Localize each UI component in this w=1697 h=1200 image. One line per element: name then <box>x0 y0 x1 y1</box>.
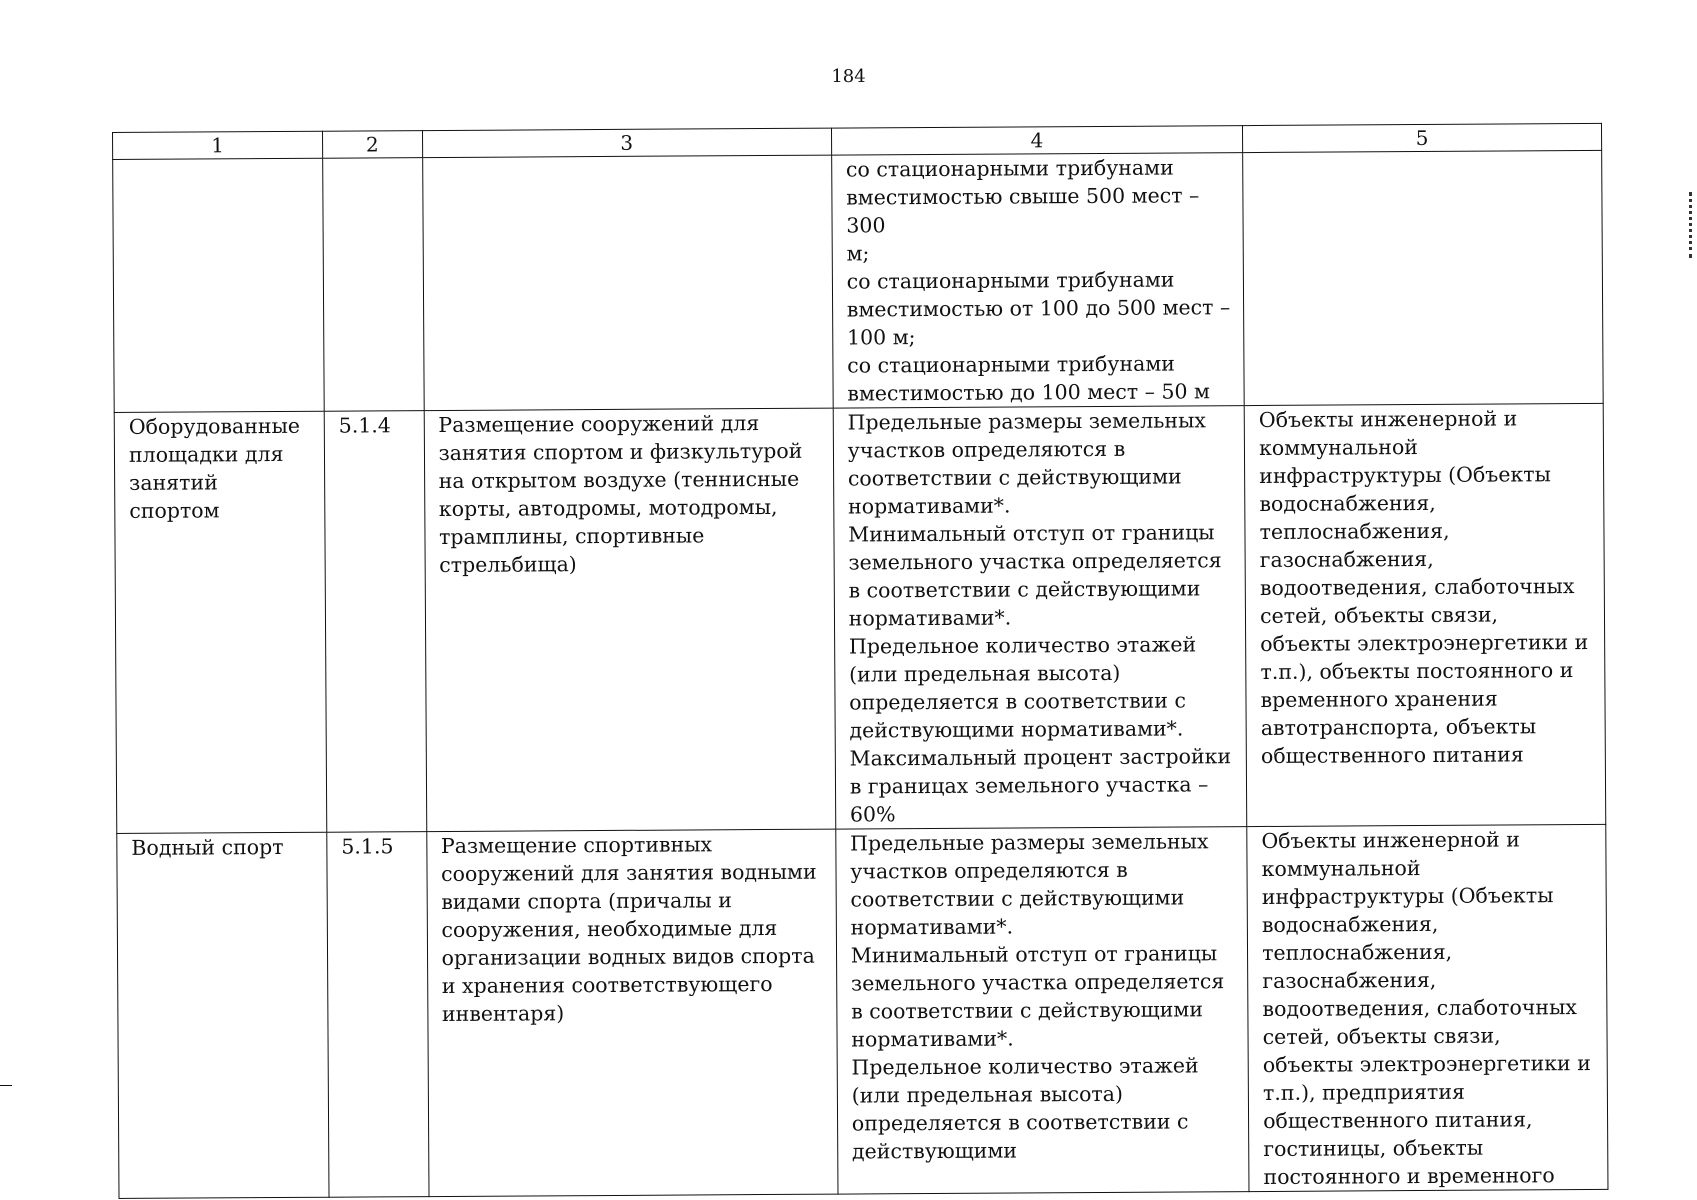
parameter-text: Предельные размеры земельных участков определяются в соответствии с действующими нормативами*. <box>847 408 1206 519</box>
parameter-text: Минимальный отступ от границы земельного участка определяется в соответствии с действующими нормативами*. <box>848 520 1222 631</box>
cell-use-name: Оборудованные площадки для занятий спортом <box>114 411 327 833</box>
cell-use-code: 5.1.5 <box>327 832 429 1198</box>
column-header-5: 5 <box>1243 123 1602 152</box>
table-row <box>117 824 1608 1198</box>
cell-use-name: Водный спорт <box>117 832 329 1198</box>
cell-empty <box>1243 150 1603 405</box>
cell-auxiliary-uses: Объекты инженерной и коммунальной инфраструктуры (Объекты водоснабжения, теплоснабжения, газоснабжения, водоотведения, слаботочных сетей, объекты связи, объекты электроэнергетики и т.п.), предприятия общественного питания, гостиницы, объекты постоянного и временного <box>1247 824 1608 1191</box>
margin-mark <box>0 1085 12 1086</box>
text-line: вместимостью от 100 до 500 мест – <box>846 295 1231 322</box>
text-line: м; <box>846 241 870 266</box>
text-line: со стационарными трибунами <box>845 155 1174 182</box>
cell-empty <box>323 158 424 412</box>
cell-parameters <box>836 827 1250 1195</box>
parameter-text: Предельные размеры земельных участков определяются в соответствии с действующими нормативами*. <box>850 829 1209 940</box>
column-header-4: 4 <box>831 126 1243 156</box>
cell-use-code: 5.1.4 <box>324 411 426 833</box>
cell-use-description: Размещение сооружений для занятия спортом и физкультурой на открытом воздухе (теннисные корты, автодромы, мотодромы, трамплины, спортивные стрельбища) <box>424 408 836 831</box>
table-row-continuation <box>113 150 1604 412</box>
cell-empty <box>422 155 833 410</box>
text-line: со стационарными трибунами <box>846 267 1175 294</box>
edge-mark <box>1689 192 1695 258</box>
column-header-1: 1 <box>113 131 323 159</box>
cell-continuation-parameters <box>831 153 1244 409</box>
parameter-text: Предельное количество этажей (или предельная высота) определяется в соответствии с действующими нормативами*. <box>848 632 1197 743</box>
cell-auxiliary-uses: Объекты инженерной и коммунальной инфраструктуры (Объекты водоснабжения, теплоснабжения, газоснабжения, водоотведения, слаботочных сетей, объекты связи, объекты электроэнергетики и т.п.), объекты постоянного и временного хранения автотранспорта, объекты общественного питания <box>1244 403 1605 826</box>
text-line: вместимостью свыше 500 мест – 300 <box>846 183 1200 238</box>
text-line: со стационарными трибунами <box>847 351 1175 378</box>
cell-parameters <box>833 406 1247 830</box>
column-header-3: 3 <box>422 128 831 157</box>
parameter-text: Предельное количество этажей (или предельная высота) определяется в соответствии с действующими <box>851 1053 1199 1164</box>
parameter-text: Минимальный отступ от границы земельного участка определяется в соответствии с действующими нормативами*. <box>850 941 1225 1052</box>
table-row <box>114 403 1606 833</box>
regulations-table <box>112 123 1608 1199</box>
parameter-text: Максимальный процент застройки в границах земельного участка – 60% <box>849 744 1232 827</box>
cell-use-description: Размещение спортивных сооружений для занятия водными видами спорта (причалы и сооружения, необходимые для организации водных видов спорта и хранения соответствующего инвентаря) <box>426 829 837 1196</box>
page-number: 184 <box>831 66 866 87</box>
text-line: 100 м; <box>846 325 916 350</box>
cell-empty <box>113 158 324 412</box>
text-line: вместимостью до 100 мест – 50 м <box>847 379 1211 406</box>
column-header-2: 2 <box>322 131 422 159</box>
